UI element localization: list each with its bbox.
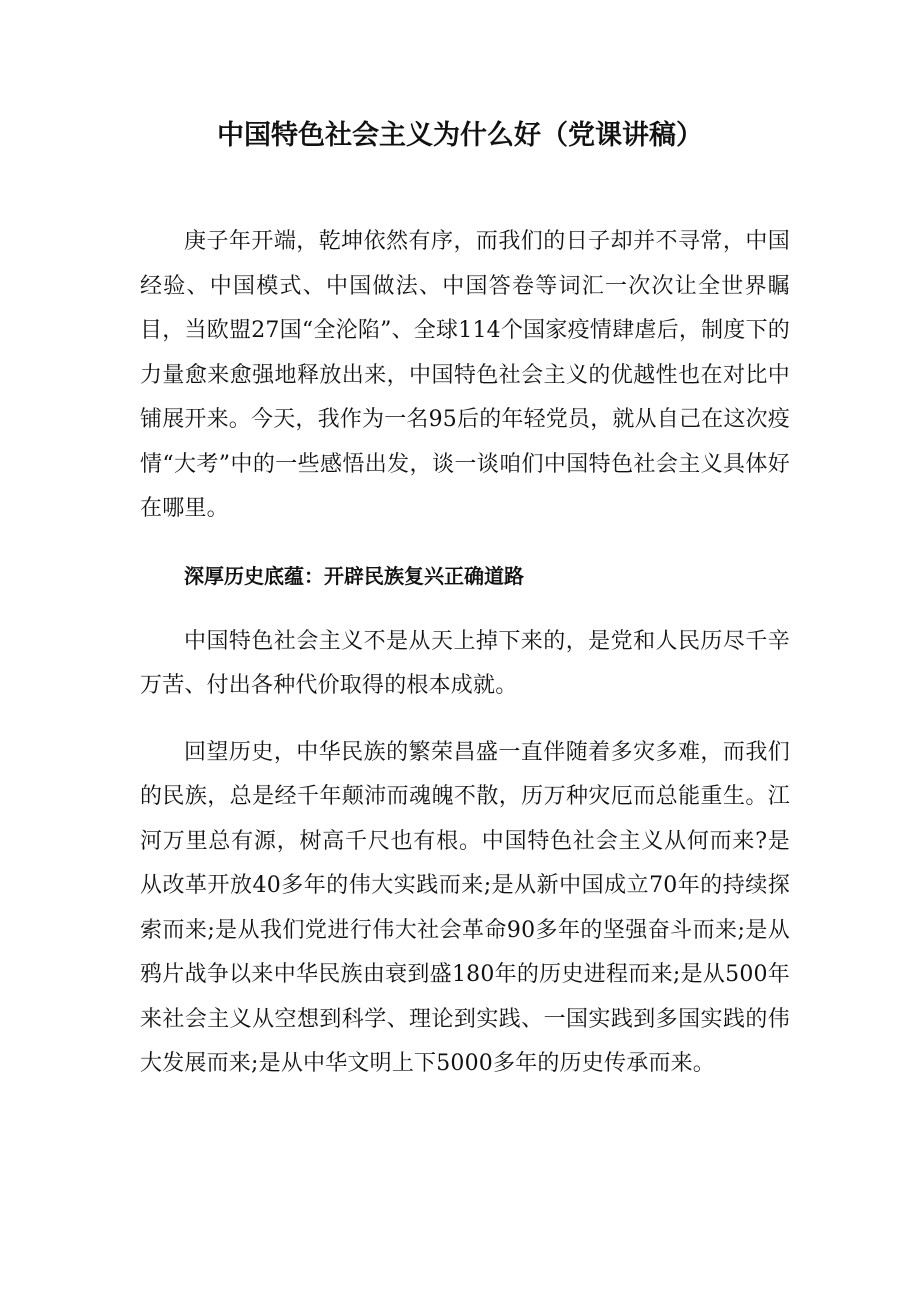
paragraph-history: 回望历史，中华民族的繁荣昌盛一直伴随着多灾多难，而我们的民族，总是经千年颠沛而魂魄不散，历万种灾厄而总能重生。江河万里总有源，树高千尺也有根。中国特色社会主义从何而来?是从改革开放40多年的伟大实践而来;是从新中国成立70年的持续探索而来;是从我们党进行伟大社会革命90多年的坚强奋斗而来;是从鸦片战争以来中华民族由衰到盛180年的历史进程而来;是从500年来社会主义从空想到科学、理论到实践、一国实践到多国实践的伟大发展而来;是从中华文明上下5000多年的历史传承而来。 [140,739,790,1076]
document-title: 中国特色社会主义为什么好（党课讲稿） [217,120,703,151]
section-heading: 深厚历史底蕴：开辟民族复兴正确道路 [184,563,524,588]
document-body [140,220,790,1109]
paragraph-intro: 庚子年开端，乾坤依然有序，而我们的日子却并不寻常，中国经验、中国模式、中国做法、中国答卷等词汇一次次让全世界瞩目，当欧盟27国“全沦陷”、全球114个国家疫情肆虐后，制度下的力量愈来愈强地释放出来，中国特色社会主义的优越性也在对比中铺展开来。今天，我作为一名95后的年轻党员，就从自己在这次疫情“大考”中的一些感悟出发，谈一谈咱们中国特色社会主义具体好在哪里。 [140,229,790,521]
paragraph-origin: 中国特色社会主义不是从天上掉下来的，是党和人民历尽千辛万苦、付出各种代价取得的根本成就。 [140,628,790,698]
